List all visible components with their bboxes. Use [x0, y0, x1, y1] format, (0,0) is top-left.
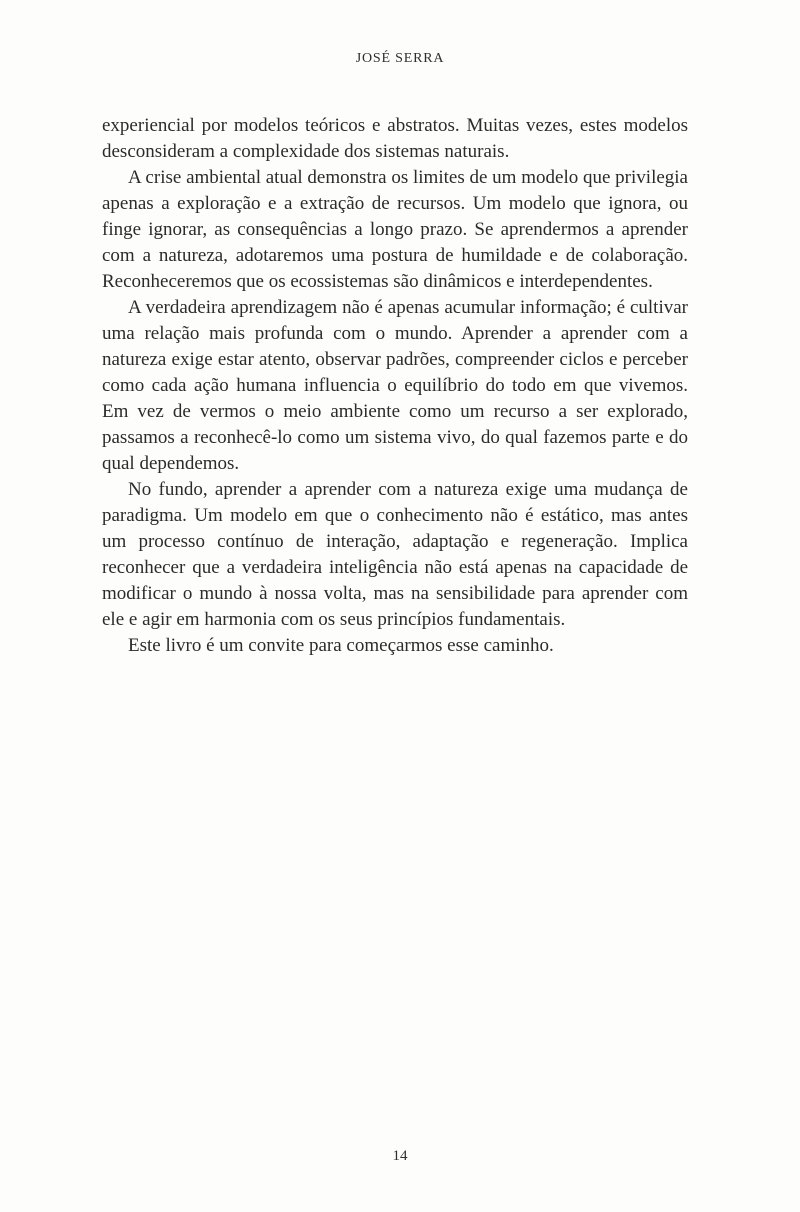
running-header: JOSÉ SERRA — [355, 51, 445, 66]
paragraph: experiencial por modelos teóricos e abstratos. Muitas vezes, estes modelos desconsideram a complexidade dos sistemas naturais. — [102, 115, 688, 162]
text-block — [102, 113, 688, 659]
paragraph: A crise ambiental atual demonstra os limites de um modelo que privilegia apenas a exploração e a extração de recursos. Um modelo que ignora, ou finge ignorar, as consequências a longo prazo. Se aprendermos a aprender com a natureza, adotaremos uma postura de humildade e de colaboração. Reconheceremos que os ecossistemas são dinâmicos e interdependentes. — [102, 167, 688, 292]
paragraph: Este livro é um convite para começarmos esse caminho. — [128, 635, 554, 656]
page-number: 14 — [392, 1148, 408, 1164]
paragraph: No fundo, aprender a aprender com a natureza exige uma mudança de paradigma. Um modelo em que o conhecimento não é estático, mas antes um processo contínuo de interação, adaptação e regeneração. Implica reconhecer que a verdadeira inteligência não está apenas na capacidade de modificar o mundo à nossa volta, mas na sensibilidade para aprender com ele e agir em harmonia com os seus princípios fundamentais. — [102, 479, 688, 630]
paragraph: A verdadeira aprendizagem não é apenas acumular informação; é cultivar uma relação mais profunda com o mundo. Aprender a aprender com a natureza exige estar atento, observar padrões, compreender ciclos e perceber como cada ação humana influencia o equilíbrio do todo em que vivemos. Em vez de vermos o meio ambiente como um recurso a ser explorado, passamos a reconhecê-lo como um sistema vivo, do qual fazemos parte e do qual dependemos. — [102, 297, 688, 474]
